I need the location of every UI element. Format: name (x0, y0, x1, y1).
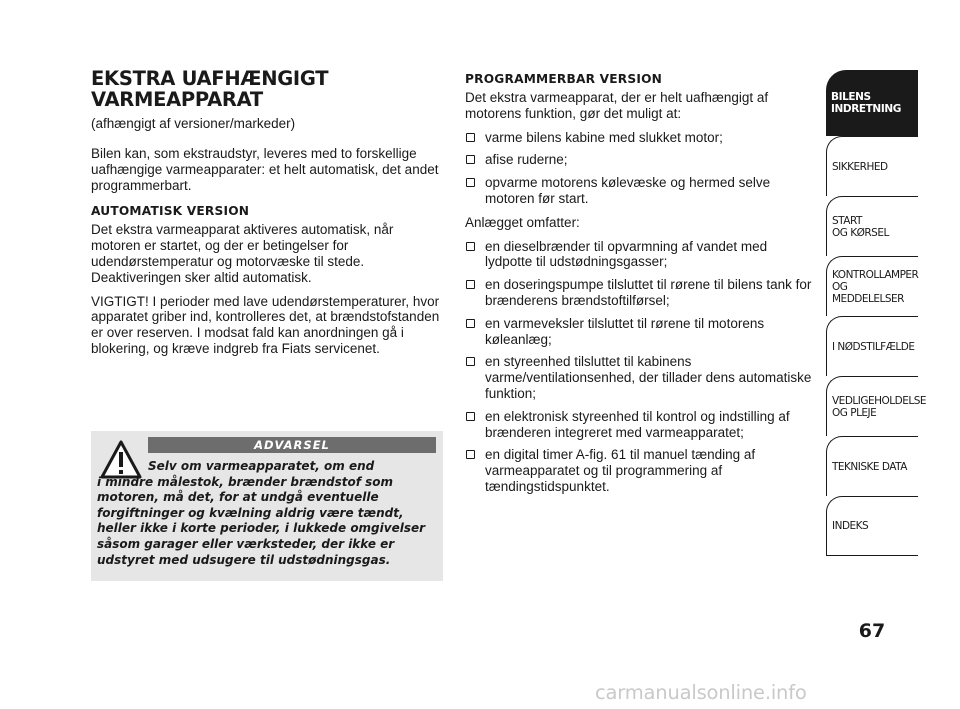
tab-label: OG PLEJE (832, 406, 877, 419)
components-list (465, 239, 815, 495)
tab-tekniske-data[interactable] (826, 436, 918, 496)
intro-paragraph: Bilen kan, som ekstraudstyr, leveres med to forskellige uafhængige varmeapparater: et helt automatisk, det andet programmerbart. (91, 146, 439, 193)
list-item: en styreenhed tilsluttet til kabinens varme/ventilationsenhed, der tillader dens automatiske funktion; (465, 354, 815, 401)
tab-label: VEDLIGEHOLDELSE (832, 394, 926, 407)
left-column (91, 68, 441, 365)
uses-list (465, 130, 815, 207)
list-item: afise ruderne; (465, 152, 815, 168)
page-number: 67 (858, 620, 886, 642)
title-line-1: EKSTRA UAFHÆNGIGT (91, 67, 329, 90)
title-line-2: VARMEAPPARAT (91, 88, 263, 111)
list-item: en digital timer A-fig. 61 til manuel tænding af varmeapparatet og til programmering af tændingstidspunktet. (465, 447, 815, 494)
list-item: varme bilens kabine med slukket motor; (465, 130, 815, 146)
tab-label: INDRETNING (831, 103, 901, 115)
tab-vedligeholdelse[interactable] (826, 376, 926, 436)
tab-label: SIKKERHED (832, 160, 888, 173)
warning-label: ADVARSEL (148, 437, 436, 453)
list-item: en doseringspumpe tilsluttet til rørene til bilens tank for brænderens brændstoftilførsel; (465, 277, 815, 309)
tab-label: INDEKS (832, 520, 869, 532)
tab-bilens-indretning[interactable] (826, 70, 918, 136)
watermark: carmanualsonline.info (595, 681, 807, 704)
tab-label: START (832, 214, 862, 227)
list-item: en elektronisk styreenhed til kontrol og indstilling af brænderen integreret med varmeapparatet; (465, 409, 815, 441)
section-tabs (826, 70, 926, 556)
tab-kontrollamper[interactable] (826, 256, 918, 316)
automatic-paragraph-1: Det ekstra varmeapparat aktiveres automatisk, når motoren er startet, og der er betingelser for udendørstemperatur og motorvæske til stede. Deaktiveringen sker altid automatisk. (91, 222, 394, 285)
tab-indeks[interactable] (826, 496, 918, 556)
tab-label: OG MEDDELELSER (832, 280, 904, 305)
tab-label: TEKNISKE DATA (832, 460, 907, 473)
automatic-version-heading: AUTOMATISK VERSION (91, 204, 250, 219)
right-column (465, 68, 815, 503)
warning-box (91, 431, 443, 581)
tab-label: I NØDSTILFÆLDE (832, 340, 915, 353)
tab-label: BILENS (831, 91, 871, 103)
tab-label: KONTROLLAMPER (832, 268, 919, 281)
tab-i-nodstilfaelde[interactable] (826, 316, 918, 376)
list-item: en varmeveksler tilsluttet til rørene til motorens køleanlæg; (465, 316, 815, 348)
warning-first-line: Selv om varmeapparatet, om end (148, 459, 375, 473)
tab-label: OG KØRSEL (832, 226, 889, 239)
automatic-paragraph-2: VIGTIGT! I perioder med lave udendørstemperaturer, hvor apparatet griber ind, kontrolleres det, at brændstofstanden er over reserven. I modsat fald kan anordningen gå i blokering, og kræve indgreb fra Fiats servicenet. (91, 293, 440, 356)
subtitle: (afhængigt af versioner/markeder) (91, 116, 296, 131)
programmable-version-heading: PROGRAMMERBAR VERSION (465, 72, 663, 86)
warning-rest: i mindre målestok, brænder brændstof som motoren, må det, for at undgå eventuelle forgiftninger og kvælning aldrig være tændt, heller ikke i korte perioder, i lukkede omgivelser såsom garager eller værksteder, der ikke er udstyret med udsugere til udstødningsgas. (97, 474, 426, 567)
page-title (91, 68, 441, 110)
list-item: opvarme motorens kølevæske og hermed selve motoren før start. (465, 175, 815, 207)
tab-sikkerhed[interactable] (826, 136, 918, 196)
list-item: en dieselbrænder til opvarmning af vandet med lydpotte til udstødningsgasser; (465, 239, 815, 271)
tab-start-og-korsel[interactable] (826, 196, 918, 256)
programmable-intro: Det ekstra varmeapparat, der er helt uafhængigt af motorens funktion, gør det muligt at: (465, 90, 769, 121)
warning-text (97, 459, 437, 568)
components-intro: Anlægget omfatter: (465, 214, 580, 230)
